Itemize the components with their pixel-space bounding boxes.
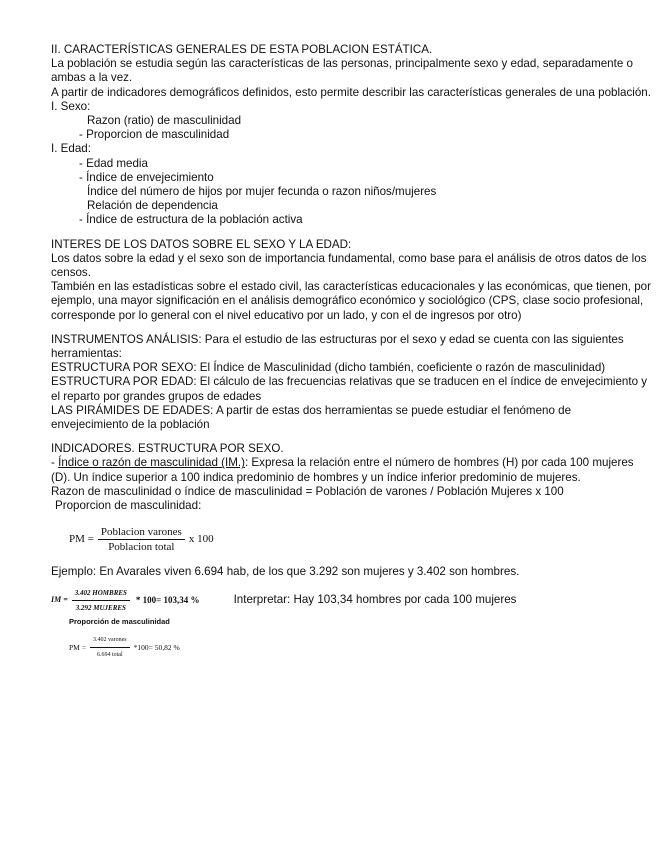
paragraph: También en las estadísticas sobre el estado civil, las características educacionales y las económicas, que tienen, por ejemplo, una mayor significación en el análisis demográfico económico y sociológico (CPS, clase socio profesional, corresponde por lo general con el nivel educativo por un lado, y con el de ingresos por otro) [51, 280, 651, 322]
fraction: $\frac{\text{3.402 varones}}{\text{6.694 total}}$ [90, 633, 130, 662]
list-item: - Índice de estructura de la población activa [79, 213, 303, 227]
paragraph: ESTRUCTURA POR EDAD: El cálculo de las frecuencias relativas que se traducen en el índice de envejecimiento y el reparto por grandes grupos de edades [51, 375, 648, 403]
list-item: Índice del número de hijos por mujer fecunda o razon niños/mujeres [87, 185, 437, 199]
section-title: II. CARACTERÍSTICAS GENERALES DE ESTA POBLACION ESTÁTICA. [51, 43, 433, 56]
section-title: INTERES DE LOS DATOS SOBRE EL SEXO Y LA EDAD: [51, 237, 352, 251]
section-title: INDICADORES. ESTRUCTURA POR SEXO. [51, 442, 284, 456]
formula-label: Proporcion de masculinidad: [55, 499, 202, 513]
list-item: - Proporcion de masculinidad [79, 128, 230, 142]
formula-title: Proporción de masculinidad [69, 616, 170, 626]
im-equation: IM = $\frac{\text{3.402 HOMBRES}}{\text{3.292 MUJERES}}$ * 100= 103,34 % [51, 586, 200, 615]
pm-equation: PM = $\frac{\text{3.402 varones}}{\text{6.694 total}}$ *100= 50,82 % [69, 633, 651, 662]
paragraph: Razon de masculinidad o índice de masculinidad = Población de varones / Población Mujeres x 100 [51, 484, 564, 498]
paragraph: A partir de indicadores demográficos definidos, esto permite describir las características generales de una población. [51, 85, 651, 99]
pm-formula: PM = $\frac{\text{Poblacion varones}}{\text{Poblacion total}}$ x 100 [69, 525, 214, 553]
paragraph: ESTRUCTURA POR SEXO: El Índice de Masculinidad (dicho también, coeficiente o razón de masculinidad) [51, 361, 606, 375]
interpretation-text: Interpretar: Hay 103,34 hombres por cada 100 mujeres [233, 593, 517, 607]
paragraph: - Índice o razón de masculinidad (IM.): Expresa la relación entre el número de hombres (H) por cada 100 mujeres (D). Un índice superior a 100 indica predominio de hombres y un índice inferior predominio de mujeres. [51, 456, 634, 484]
document-page [51, 43, 651, 663]
list-item: - Edad media [79, 156, 148, 170]
fraction: $\frac{\text{Poblacion varones}}{\text{Poblacion total}}$ [98, 525, 185, 554]
fraction: $\frac{\text{3.402 HOMBRES}}{\text{3.292 MUJERES}}$ [72, 586, 130, 615]
paragraph: Los datos sobre la edad y el sexo son de importancia fundamental, como base para el análisis de otros datos de los censos. [51, 251, 647, 280]
example-text: Ejemplo: En Avarales viven 6.694 hab, de los que 3.292 son mujeres y 3.402 son hombres. [51, 565, 520, 579]
underlined-term: Índice o razón de masculinidad (IM.) [58, 456, 245, 470]
paragraph: INSTRUMENTOS ANÁLISIS: Para el estudio de las estructuras por el sexo y edad se cuenta con las siguientes herramientas: [51, 332, 624, 361]
paragraph: LAS PIRÁMIDES DE EDADES: A partir de estas dos herramientas se puede estudiar el fenómeno de envejecimiento de la población [51, 403, 572, 432]
example-row [51, 586, 651, 615]
list-item: - Índice de envejecimiento [79, 170, 214, 184]
paragraph: La población se estudia según las características de las personas, principalmente sexo y edad, separadamente o ambas a la vez. [51, 57, 633, 85]
list-label-sexo: I. Sexo: [51, 99, 91, 113]
list-item: Relación de dependencia [87, 199, 218, 213]
list-label-edad: I. Edad: [51, 142, 91, 156]
list-item: Razon (ratio) de masculinidad [87, 114, 242, 128]
